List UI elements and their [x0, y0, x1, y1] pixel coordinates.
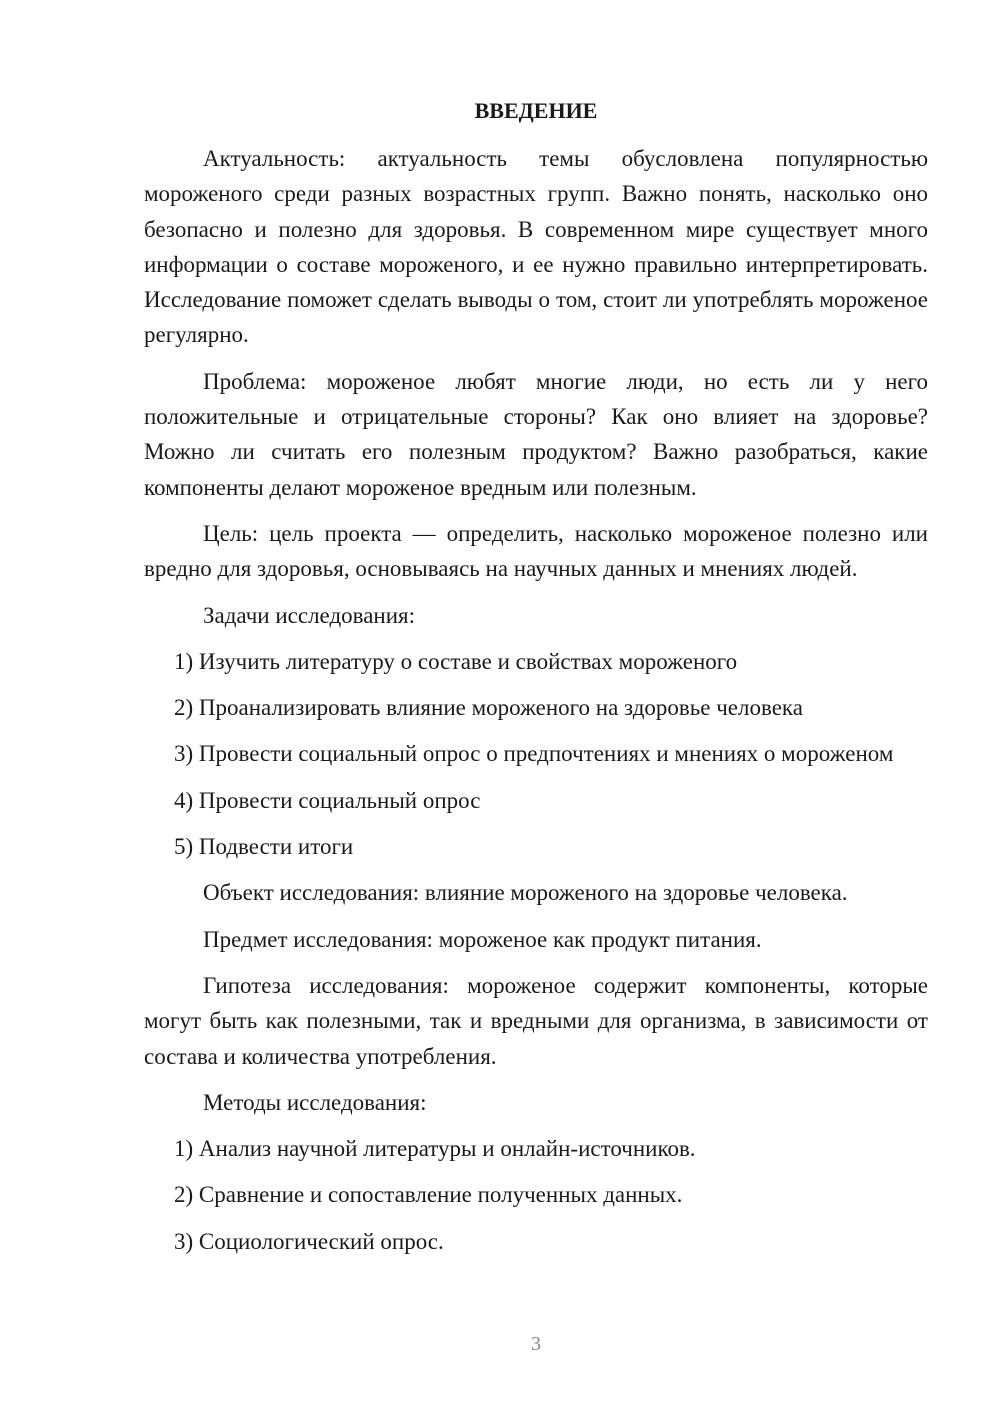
document-page [144, 0, 928, 1414]
tasks-heading: Задачи исследования: [203, 602, 416, 628]
page-number: 3 [531, 1333, 541, 1355]
task-item-1: 1) Изучить литературу о составе и свойствах мороженого [174, 648, 738, 674]
research-object: Объект исследования: влияние мороженого на здоровье человека. [203, 880, 848, 906]
goal-paragraph: Цель: цель проекта — определить, насколько мороженое полезно или вредно для здоровья, основываясь на научных данных и мнениях людей. [144, 520, 928, 582]
method-item-1: 1) Анализ научной литературы и онлайн-источников. [174, 1136, 696, 1162]
methods-heading: Методы исследования: [203, 1089, 427, 1115]
relevance-paragraph: Актуальность: актуальность темы обусловлена популярностью мороженого среди разных возрастных групп. Важно понять, насколько оно безопасно и полезно для здоровья. В современном мире существует много информации о составе мороженого, и ее нужно правильно интерпретировать. Исследование поможет сделать выводы о том, стоит ли употреблять мороженое регулярно. [144, 146, 928, 348]
problem-paragraph: Проблема: мороженое любят многие люди, но есть ли у него положительные и отрицательные стороны? Как оно влияет на здоровье? Можно ли считать его полезным продуктом? Важно разобраться, какие компоненты делают мороженое вредным или полезным. [144, 368, 928, 500]
document-body [144, 141, 928, 1270]
section-title: ВВЕДЕНИЕ [474, 98, 598, 123]
research-subject: Предмет исследования: мороженое как продукт питания. [203, 926, 762, 952]
research-hypothesis: Гипотеза исследования: мороженое содержит компоненты, которые могут быть как полезными, так и вредными для организма, в зависимости от состава и количества употребления. [144, 972, 928, 1069]
task-item-3: 3) Провести социальный опрос о предпочтениях и мнениях о мороженом [174, 741, 894, 767]
task-item-5: 5) Подвести итоги [174, 834, 354, 860]
task-item-4: 4) Провести социальный опрос [174, 787, 481, 813]
task-item-2: 2) Проанализировать влияние мороженого на здоровье человека [174, 695, 803, 721]
method-item-2: 2) Сравнение и сопоставление полученных данных. [174, 1182, 683, 1208]
method-item-3: 3) Социологический опрос. [174, 1228, 444, 1254]
